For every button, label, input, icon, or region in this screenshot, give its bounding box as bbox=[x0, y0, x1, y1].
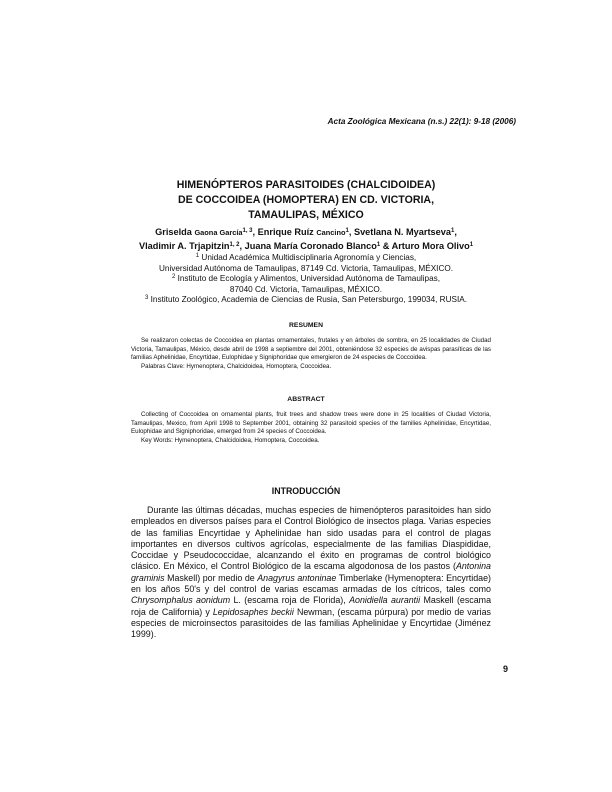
introduction-heading: INTRODUCCIÓN bbox=[271, 486, 341, 496]
body-text-run: Newman, (escama púrpura) por medio de varias especies de microinsectos parasitoides de las familias Aphelinidae y Encyrtidae (Jiménez 1999). bbox=[131, 606, 491, 640]
species-name: Antonina graminis bbox=[131, 561, 491, 583]
author-separator: , bbox=[252, 227, 258, 237]
author-5-affil: 1 bbox=[376, 241, 381, 248]
introduction-body bbox=[131, 505, 491, 641]
author-4-affil: 1, 2 bbox=[229, 241, 240, 248]
affiliation-marker: 1 bbox=[195, 253, 200, 259]
affiliation-line bbox=[96, 285, 516, 296]
affiliation-text: Instituto de Ecología y Alimentos, Universidad Autónoma de Tamaulipas, bbox=[177, 274, 441, 284]
journal-reference: Acta Zoológica Mexicana (n.s.) 22(1): 9-18 (2006) bbox=[327, 117, 516, 126]
affiliation-line bbox=[96, 264, 516, 275]
affiliation-marker: 2 bbox=[171, 274, 176, 281]
paper-title bbox=[130, 178, 482, 223]
abstract-heading: ABSTRACT bbox=[287, 396, 325, 403]
author-2-affil: 1 bbox=[345, 228, 349, 234]
author-1-first: Griselda bbox=[155, 227, 195, 237]
resumen-text: Se realizaron colectas de Coccoidea en plantas ornamentales, frutales y en árboles de sombra, en 25 localidades de Ciudad Victoria, Tamaulipas, México, desde abril de 1998 a septiembre del 2001, obteniéndose 32 especies de avispas parasíticas de las familias Aphelinidae, Encyrtidae, Eulophidae y Signiphoridae que emergieron de 24 especies de Coccoidea. bbox=[131, 337, 491, 361]
page-number: 9 bbox=[502, 664, 508, 674]
species-name: Lepidosaphes beckii bbox=[212, 606, 294, 617]
affiliation-line bbox=[96, 253, 516, 264]
author-2-first: Enrique Ruíz bbox=[257, 227, 317, 237]
author-3-affil: 1 bbox=[450, 228, 455, 234]
species-name: Aonidiella aurantii bbox=[349, 595, 421, 606]
author-3-name: Svetlana N. Myartseva bbox=[353, 227, 451, 237]
title-line-1: HIMENÓPTEROS PARASITOIDES (CHALCIDOIDEA) bbox=[176, 179, 436, 191]
body-text-run: L. (escama roja de Florida), bbox=[230, 595, 350, 606]
resumen-heading: RESUMEN bbox=[289, 322, 323, 329]
affiliation-text: Unidad Académica Multidisciplinaria Agronomía y Ciencias, bbox=[201, 253, 417, 262]
author-line-1 bbox=[106, 226, 506, 240]
affiliation-line bbox=[96, 295, 516, 306]
abstract-keywords: Key Words: Hymenoptera, Chalcidoidea, Homoptera, Coccoidea. bbox=[141, 436, 320, 444]
author-list bbox=[106, 226, 506, 253]
introduction-paragraph bbox=[131, 505, 491, 641]
author-line-2 bbox=[106, 240, 506, 254]
author-6-affil: 1 bbox=[469, 241, 474, 248]
author-separator: , bbox=[454, 227, 457, 237]
affiliation-text: Universidad Autónoma de Tamaulipas, 87149 Cd. Victoria, Tamaulipas, MÉXICO. bbox=[159, 263, 453, 273]
body-text-run: Maskell) por medio de bbox=[164, 572, 258, 583]
author-separator: & bbox=[380, 240, 392, 251]
author-1-affil: 1, 3 bbox=[242, 228, 253, 234]
body-text-run: Timberlake (Hymenoptera: Encyrtidae) en los años 50's y del control de varias escamas armadas de los cítricos, tales como bbox=[131, 572, 491, 595]
affiliations bbox=[96, 253, 516, 306]
author-1-last: Gaona García bbox=[194, 228, 243, 237]
author-separator: , bbox=[348, 227, 354, 237]
affiliation-text: Instituto Zoológico, Academia de Ciencias de Rusia, San Petersburgo, 199034, RUSIA. bbox=[150, 295, 467, 305]
author-6-name: Arturo Mora Olivo bbox=[391, 240, 470, 251]
resumen-keywords: Palabras Clave: Hymenoptera, Chalcidoidea, Homoptera, Coccoidea. bbox=[141, 362, 332, 370]
body-text-run: Maskell (escama roja de California) y bbox=[131, 595, 492, 617]
affiliation-line bbox=[96, 274, 516, 285]
species-name: Anagyrus antoninae bbox=[257, 572, 337, 583]
species-name: Chrysomphalus aonidum bbox=[131, 595, 231, 606]
author-2-last: Cancino bbox=[316, 228, 346, 237]
affiliation-text: 87040 Cd. Victoria, Tamaulipas, MÉXICO. bbox=[229, 284, 383, 294]
author-4-name: Vladimir A. Trjapitzin bbox=[138, 240, 230, 251]
abstract-text: Collecting of Coccoidea on ornamental plants, fruit trees and shadow trees were done in 25 localities of Ciudad Victoria, Tamaulipas, Mexico, from April 1998 to September 2001, obtaining 32 parasitoid species of the families Aphelinidae, Encyrtidae, Eulophidae and Signiphoridae, emerged from 24 species of Coccoidea. bbox=[131, 411, 491, 435]
affiliation-marker: 3 bbox=[145, 295, 149, 302]
title-line-3: TAMAULIPAS, MÉXICO bbox=[248, 209, 364, 221]
title-line-2: DE COCCOIDEA (HOMOPTERA) EN CD. VICTORIA, bbox=[177, 194, 435, 206]
resumen-block bbox=[131, 337, 491, 371]
author-separator: , bbox=[239, 240, 245, 251]
body-text-run: Durante las últimas décadas, muchas especies de himenópteros parasitoides han sido empleados en diversos países para el Control Biológico de insectos plaga. Varias especies de las familias Encyrtidae y Aphelinidae han sido usadas para el control de plagas importantes en diversos cultivos agrícolas, especialmente de las familias Diaspididae, Coccidae y Pseudococcidae, alcanzando el éxito en programas de control biológico clásico. En México, el Control Biológico de la escama algodonosa de los pastos ( bbox=[131, 505, 491, 572]
author-5-name: Juana María Coronado Blanco bbox=[244, 240, 377, 251]
abstract-block bbox=[131, 411, 491, 445]
